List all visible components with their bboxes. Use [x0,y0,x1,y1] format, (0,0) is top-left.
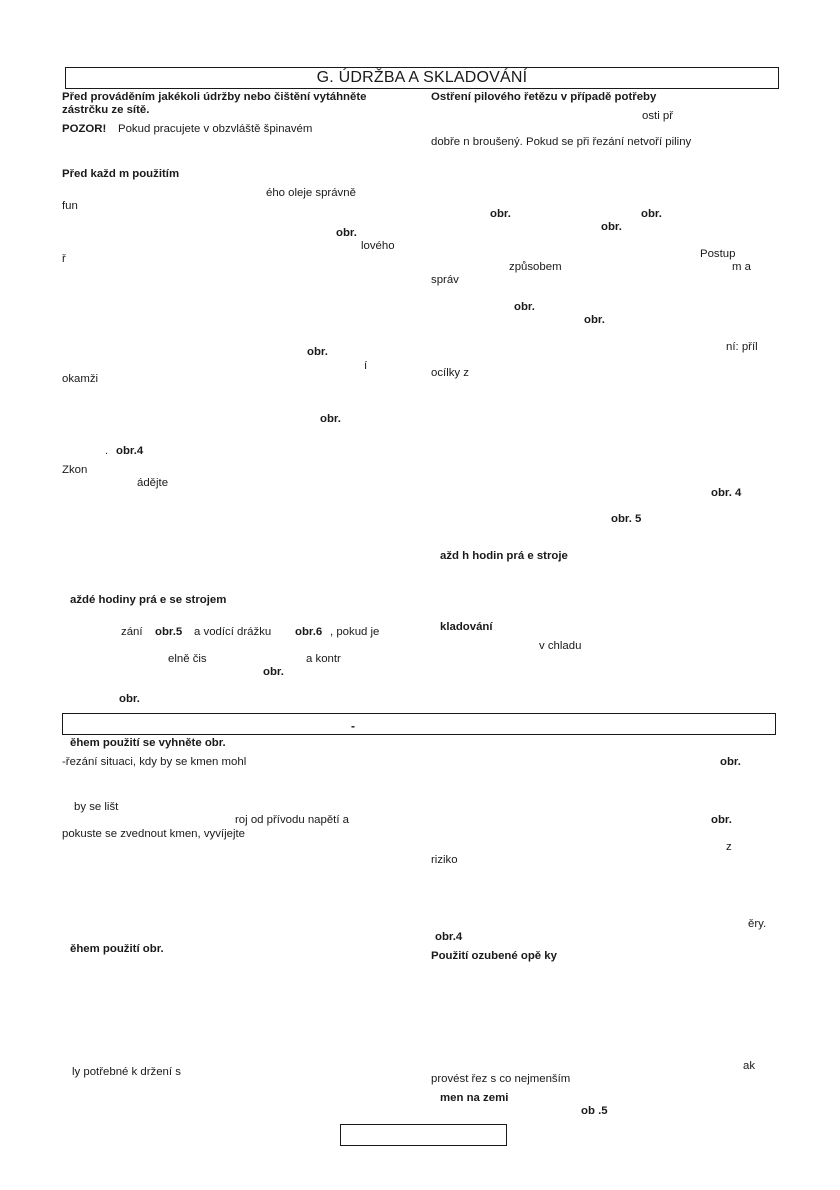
intro-line-1: Před prováděním jakékoli údržby nebo čištění vytáhněte [62,91,367,103]
during-use-heading-2: ěhem použití obr. [70,943,164,955]
during-use-heading: ěhem použití se vyhněte obr. [70,737,226,749]
intro-line-2: zástrčku ze sítě. [62,104,150,116]
left-text-dot: . [105,445,109,457]
warning-text: Pokud pracujete v obzvláště špinavém [118,123,313,135]
right-figure-ref: obr. [490,208,511,220]
left-figure-ref: obr. [263,666,284,678]
left-text-adejte: ádějte [137,477,169,489]
right-figure-ref: obr. 4 [711,487,742,499]
lower-text-ery: ěry. [748,918,767,930]
section-title-box [65,67,779,89]
right-figure-ref: obr. 5 [611,513,642,525]
section-heading: - [351,719,355,733]
left-figure-ref: obr.4 [116,445,144,457]
lower-text-riziko: riziko [431,854,458,866]
lower-text-lift: pokuste se zvednout kmen, vyvíjejte [62,828,245,840]
lower-figure-ref: obr.4 [435,931,463,943]
spiked-bumper-heading: Použití ozubené opě ky [431,950,557,962]
left-figure-ref: obr.6 [295,626,323,638]
lower-text-cutting: -řezání situaci, kdy by se kmen mohl [62,756,247,768]
left-text-zani: zání [121,626,143,638]
lower-figure-ref: ob .5 [581,1105,608,1117]
every-hours-heading: aždé hodiny prá e se strojem [70,594,227,606]
page-title: G. ÚDRŽBA A SKLADOVÁNÍ [316,69,528,86]
left-text-zkon: Zkon [62,464,88,476]
section-heading-box [62,713,776,735]
page-number-box [340,1124,507,1146]
left-text-r: ř [62,253,66,265]
left-text-kontr: a kontr [306,653,341,665]
right-text-ocilky: ocílky z [431,367,469,379]
right-figure-ref: obr. [601,221,622,233]
lower-text-ak: ak [743,1060,756,1072]
right-figure-ref: obr. [641,208,662,220]
right-text-postup: Postup [700,248,736,260]
storage-heading: kladování [440,621,493,633]
right-figure-ref: obr. [514,301,535,313]
right-text-dobre: dobře n broušený. Pokud se při řezání netvoří piliny [431,136,692,148]
left-figure-ref: obr. [320,413,341,425]
right-text-zpusobem: způsobem [509,261,562,273]
right-text-ma: m a [732,261,751,273]
right-text-osti: osti př [642,110,674,122]
left-text-oil: ého oleje správně [266,187,356,199]
left-figure-ref: obr.5 [155,626,183,638]
lower-figure-ref: obr. [711,814,732,826]
right-text-chladu: v chladu [539,640,582,652]
lower-figure-ref: obr. [720,756,741,768]
sharpening-heading: Ostření pilového řetězu v případě potřeby [431,91,657,103]
left-text-fun: fun [62,200,78,212]
lower-text-z: z [726,841,732,853]
warning-label: POZOR! [62,123,107,135]
right-text-pril: ní: příl [726,341,758,353]
lower-text-bar: by se lišt [74,801,119,813]
left-text-lovebo: lového [361,240,395,252]
left-figure-ref: obr. [307,346,328,358]
right-hours-heading: ažd h hodin prá e stroje [440,550,568,562]
right-text-sprav: správ [431,274,459,286]
left-text-groove: a vodící drážku [194,626,272,638]
lower-text-hold: ly potřebné k držení s [72,1066,181,1078]
left-figure-ref: obr. [119,693,140,705]
before-use-heading: Před každ m použitím [62,168,180,180]
lower-text-power: roj od přívodu napětí a [235,814,349,826]
left-text-pokud: , pokud je [330,626,380,638]
left-text-elne: elně čis [168,653,207,665]
left-text-okamzi: okamži [62,373,99,385]
left-figure-ref: obr. [336,227,357,239]
right-figure-ref: obr. [584,314,605,326]
lower-text-cut: provést řez s co nejmenším [431,1073,571,1085]
log-on-ground-heading: men na zemi [440,1092,509,1104]
left-text-i: í [364,360,368,372]
